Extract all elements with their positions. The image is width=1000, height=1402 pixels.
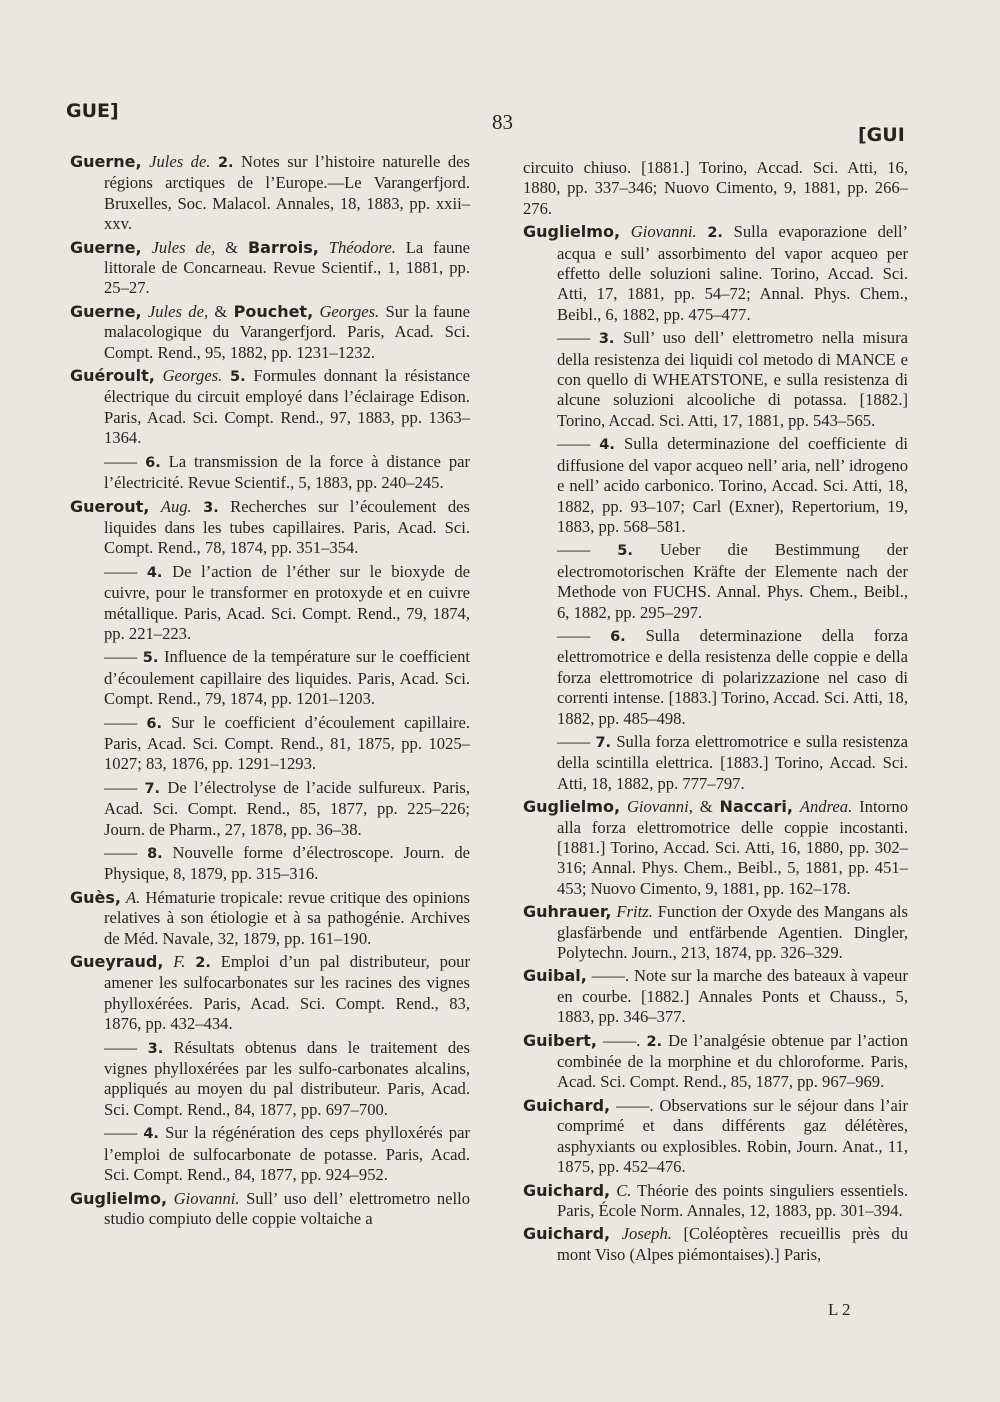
entry-number: 2. [217,155,234,171]
author-surname: Guglielmo, [70,1188,168,1208]
entry-text: ——. Note sur la marche des bateaux à vapeur en courbe. [1882.] Annales Ponts et Chauss., 5, 1883, pp. 346–377. [557,966,908,1027]
ditto-dash: —— [104,561,138,581]
bibliography-entry [70,713,470,775]
bibliography-entry [523,434,908,537]
entry-text: circuito chiuso. [1881.] Torino, Accad. Sci. Atti, 16, 1880, pp. 337–346; Nuovo Cimento, 9, 1881, pp. 266–276. [523,158,908,218]
bibliography-entry [70,152,470,235]
entry-text: De l’analgésie obtenue par l’action combinée de la morphine et du chloroforme. Paris, Acad. Sci. Compt. Rend., 85, 1877, pp. 967–969. [557,1030,909,1092]
bibliography-entry [70,302,470,363]
author-surname: Gueyraud, [70,952,164,972]
author-surname: Guéroult, [70,366,155,386]
entry-number: 6. [146,715,163,732]
ditto-dash: —— [104,1037,138,1057]
author-given-name: Jules de, [147,301,209,321]
bibliography-entry [70,843,470,885]
ditto-dash: —— [104,777,138,797]
bibliography-entry [523,1096,908,1178]
author-surname: Guibert, [523,1030,597,1050]
ditto-dash: —— [557,434,591,454]
entry-text: Emploi d’un pal distributeur, pour amener les sulfocarbonates sur les racines des vignes phylloxérées. Paris, Acad. Sci. Compt. Rend., 83, 1876, pp. 432–434. [104,952,470,1034]
ditto-dash: —— [104,1123,138,1143]
entry-text: Sull’ uso dell’ elettrometro nella misura della resistenza dei liquidi col metodo di MANCE e con quello di WHEATSTONE, e sulla resistenza di alcune soluzioni alcooliche di potassa. [1882.] Torino, Accad. Sci. Atti, 17, 1881, pp. 543–565. [557,328,908,430]
left-column [70,152,470,1232]
author-surname: Guerout, [70,496,150,516]
entry-text: Sulla evaporazione dell’ acqua e sull’ assorbimento del vapor acqueo per effetto delle soluzioni saline. Torino, Accad. Sci. Atti, 17, 1881, pp. 54–72; Annal. Phys. Chem., Beibl., 6, 1882, pp. 475–477. [557,222,908,324]
entry-number: 3. [147,1040,164,1057]
entry-text: Recherches sur l’écoulement des liquides dans les tubes capillaires. Paris, Acad. Sci. Compt. Rend., 78, 1874, pp. 351–354. [104,496,470,558]
bibliography-entry [523,540,908,623]
author-given-name: Joseph. [621,1224,672,1244]
ditto-dash: —— [557,731,591,751]
author-given-name: Jules de, [151,237,216,257]
entry-number: 8. [147,846,163,862]
author-given-name: Giovanni. [630,222,697,242]
entry-number: 4. [599,437,615,454]
entry-number: 2. [195,955,211,972]
author-surname: Guibal, [523,966,587,986]
entry-text: De l’électrolyse de l’acide sulfureux. Paris, Acad. Sci. Compt. Rend., 85, 1877, pp. 225–226; Journ. de Pharm., 27, 1878, pp. 36–38. [104,777,471,839]
bibliography-entry [523,732,908,794]
entry-text: [Coléoptères recueillis près du mont Viso (Alpes piémontaises).] Paris, [557,1224,908,1264]
right-column [523,158,908,1268]
bibliography-entry [70,647,470,709]
author-surname: Guglielmo, [523,222,621,242]
bibliography-entry [70,1123,470,1185]
entry-text: Résultats obtenus dans le traitement des vignes phylloxérées par les sulfo-carbonates alcalins, appliqués au moyen du pal distributeur. Paris, Acad. Sci. Compt. Rend., 84, 1877, pp. 697–700. [104,1037,470,1119]
entry-number: 4. [146,564,163,581]
entry-number: 5. [230,369,246,386]
entry-text: Intorno alla forza elettromotrice delle coppie incostanti. [1881.] Torino, Accad. Sci. Atti, 16, 1880, pp. 302–316; Annal. Phys. Chem., Beibl., 5, 1881, pp. 451–453; Nuovo Cimento, 9, 1881, pp. 162–178. [557,797,908,898]
entry-text: Formules donnant la résistance électrique du circuit employé dans l’éclairage Edison. Paris, Acad. Sci. Compt. Rend., 97, 1883, pp. 1363–1364. [104,366,470,448]
entry-text: Sulla determinazione della forza elettromotrice e della resistenza delle coppie e della forza elettromotrice di polarizzazione nel caso di correnti intense. [1883.] Torino, Accad. Sci. Atti, 18, 1882, pp. 485–498. [557,625,908,728]
coauthor-given-name: Théodore. [328,237,396,257]
ditto-dash: —— [104,451,138,471]
entry-text: Hématurie tropicale: revue critique des opinions relatives à son étiologie et à sa pathogénie. Archives de Méd. Navale, 32, 1879, pp. 161–190. [104,887,470,948]
entry-number: 3. [598,331,615,348]
ditto-dash: —— [104,843,138,862]
entry-text: Influence de la température sur le coefficient d’écoulement capillaire des liquides. Paris, Acad. Sci. Compt. Rend., 79, 1874, pp. 1201–1203. [104,647,471,709]
running-head-left: GUE] [66,100,119,122]
coauthor-surname: Pouchet, [233,301,314,321]
coauthor-surname: Barrois, [247,237,319,257]
entry-text: La transmission de la force à distance par l’électricité. Revue Scientif., 5, 1883, pp. 240–245. [104,451,471,493]
entry-number: 4. [143,1126,159,1143]
entry-text: Théorie des points singuliers essentiels. Paris, École Norm. Annales, 12, 1883, pp. 301–394. [557,1180,909,1220]
author-joiner: & [692,797,720,817]
coauthor-given-name: Georges. [319,301,380,321]
author-joiner: & [208,301,234,321]
entry-text: ——. [603,1030,641,1050]
entry-text: ——. Observations sur le séjour dans l’air comprimé et dans différents gaz délétères, asphyxiants ou explosibles. Robin, Journ. Anat., 11, 1875, pp. 452–476. [557,1095,909,1177]
entry-text: Sulla determinazione del coefficiente di diffusione del vapor acqueo nell’ aria, nell’ idrogeno e nell’ acido carbonico. Torino, Accad. Sci. Atti, 18, 1882, pp. 93–107; Carl (Exner), Repertorium, 19, 1883, pp. 568–581. [557,434,908,536]
entry-number: 5. [142,650,159,667]
entry-number: 3. [203,499,219,516]
ditto-dash: —— [104,712,138,732]
author-surname: Guerne, [70,301,142,321]
bibliography-entry [70,452,470,494]
bibliography-entry [523,1181,908,1222]
bibliography-entry [523,1224,908,1265]
author-given-name: Jules de. [149,152,211,171]
entry-text: Function der Oxyde des Mangans als glasfärbende und entfärbende Agentien. Dingler, Polytechn. Journ., 213, 1874, pp. 326–329. [557,902,908,963]
entry-text: Sur la faune malacologique du Varangerfjord. Paris, Acad. Sci. Compt. Rend., 95, 1882, pp. 1231–1232. [104,301,470,362]
bibliography-entry [523,797,908,899]
entry-text: Sur le coefficient d’écoulement capillaire. Paris, Acad. Sci. Compt. Rend., 81, 1875, pp. 1025–1027; 83, 1876, pp. 1291–1293. [104,712,470,774]
ditto-dash: —— [557,540,591,560]
bibliography-entry [523,626,908,729]
author-given-name: Aug. [160,496,192,516]
author-given-name: A. [126,887,141,907]
coauthor-surname: Naccari, [719,797,793,817]
bibliography-entry [70,778,470,840]
coauthor-given-name: Andrea. [799,797,853,817]
page-number: 83 [492,110,513,134]
entry-text: La faune littorale de Concarneau. Revue Scientif., 1, 1881, pp. 25–27. [104,237,470,298]
author-surname: Guerne, [70,152,142,171]
ditto-dash: —— [557,625,591,645]
author-given-name: C. [616,1180,632,1200]
author-surname: Guès, [70,887,121,907]
entry-text: Notes sur l’histoire naturelle des régions arctiques de l’Europe.—Le Varangerfjord. Bruxelles, Soc. Malacol. Annales, 18, 1883, pp. xxii–xxv. [104,152,471,234]
author-given-name: F. [173,952,186,972]
running-head-right: [GUI [858,124,905,146]
author-surname: Guichard, [523,1224,611,1244]
entry-text: Sur la régénération des ceps phylloxérés par l’emploi de sulfocarbonate de potasse. Paris, Acad. Sci. Compt. Rend., 84, 1877, pp. 924–952. [104,1123,470,1185]
author-given-name: Giovanni, [626,797,693,817]
author-surname: Guhrauer, [523,902,612,922]
bibliography-entry [523,222,908,325]
ditto-dash: —— [557,328,591,348]
author-surname: Guglielmo, [523,797,621,817]
author-surname: Guichard, [523,1095,611,1115]
entry-number: 7. [144,780,161,797]
entry-number: 6. [610,628,626,645]
entry-number: 5. [617,543,633,560]
ditto-dash: —— [104,647,138,667]
entry-text: Sull’ uso dell’ elettrometro nello studio compiuto delle coppie voltaiche a [104,1188,470,1228]
bibliography-entry [70,497,470,559]
bibliography-entry [523,1031,908,1093]
bibliography-entry [523,902,908,963]
entry-number: 6. [145,454,161,471]
author-given-name: Giovanni. [173,1188,240,1208]
author-surname: Guichard, [523,1180,611,1200]
entry-number: 2. [646,1033,663,1050]
author-surname: Guerne, [70,237,142,257]
bibliography-entry [70,1189,470,1230]
bibliography-entry [70,366,470,449]
author-joiner: & [215,237,248,257]
bibliography-entry [70,238,470,299]
bibliography-entry [70,888,470,949]
entry-number: 7. [595,734,612,751]
entry-text: Nouvelle forme d’électroscope. Journ. de Physique, 8, 1879, pp. 315–316. [104,843,471,884]
author-given-name: Fritz. [616,902,653,922]
bibliography-entry [70,1038,470,1121]
bibliography-entry [523,328,908,431]
signature-mark: L 2 [828,1300,851,1319]
author-given-name: Georges. [162,366,223,386]
bibliography-entry [70,562,470,645]
entry-text: Ueber die Bestimmung der electromotorischen Kräfte der Elemente nach der Methode von FUCHS. Annal. Phys. Chem., Beibl., 6, 1882, pp. 295–297. [557,540,908,622]
bibliography-entry [70,952,470,1035]
entry-number: 2. [707,225,723,242]
entry-text: Sulla forza elettromotrice e sulla resistenza della scintilla elettrica. [1883.] Torino, Accad. Sci. Atti, 18, 1882, pp. 777–797. [557,731,908,793]
bibliography-entry [523,966,908,1027]
entry-text: De l’action de l’éther sur le bioxyde de cuivre, pour le transformer en protoxyde et en cuivre métallique. Paris, Acad. Sci. Compt. Rend., 79, 1874, pp. 221–223. [104,561,470,643]
bibliography-entry [523,158,908,219]
